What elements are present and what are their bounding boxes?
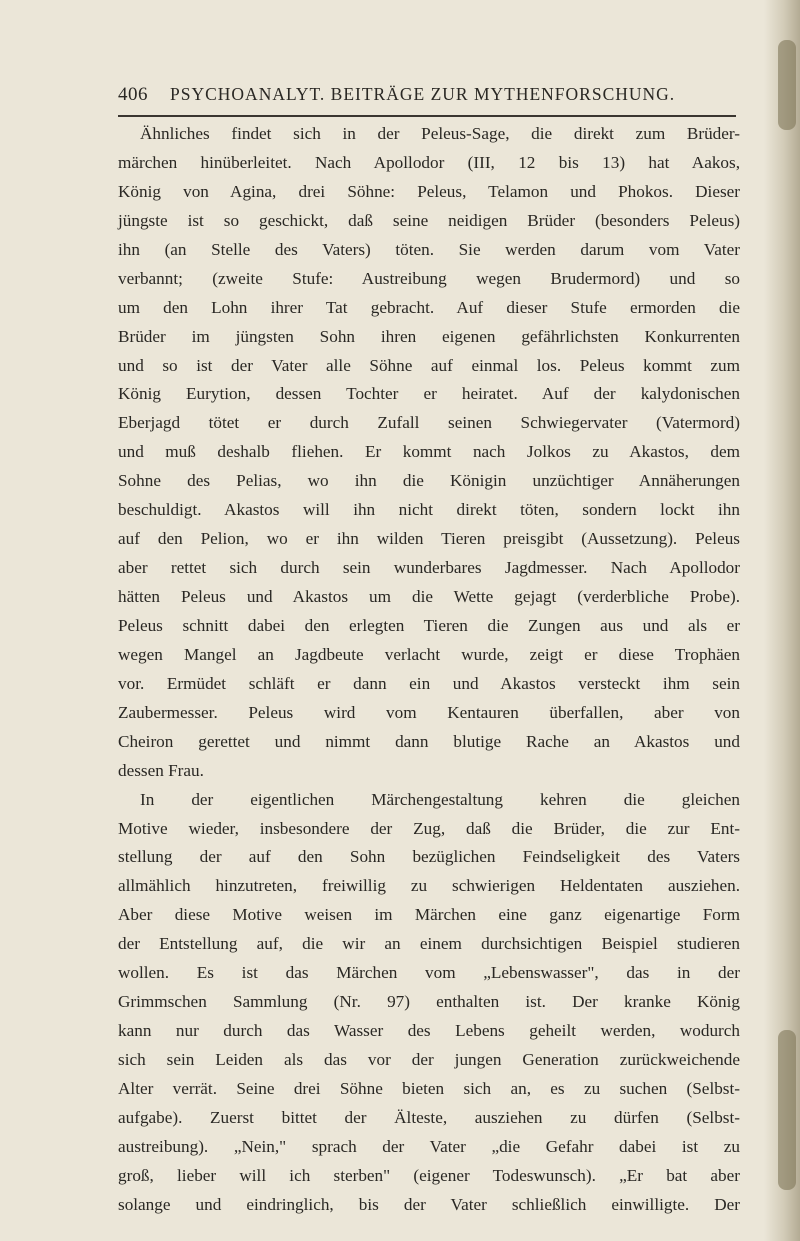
text-line: der Entstellung auf, die wir an einem durchsichtigen Beispiel studieren (118, 934, 740, 954)
body-text (118, 120, 740, 1220)
text-line: solange und eindringlich, bis der Vater schließlich einwilligte. Der (118, 1194, 740, 1214)
header-rule (118, 115, 736, 117)
text-line: kann nur durch das Wasser des Lebens geheilt werden, wodurch (118, 1021, 740, 1041)
text-line: aufgabe). Zuerst bittet der Älteste, ausziehen zu dürfen (Selbst- (118, 1107, 740, 1127)
text-line: dessen Frau. (118, 760, 204, 780)
text-line: verbannt; (zweite Stufe: Austreibung wegen Brudermord) und so (118, 268, 740, 288)
text-line: und muß deshalb fliehen. Er kommt nach Jolkos zu Akastos, dem (118, 442, 740, 462)
text-line: Alter verrät. Seine drei Söhne bieten sich an, es zu suchen (Selbst- (118, 1078, 740, 1098)
page-header (118, 80, 738, 112)
text-line: Ähnliches findet sich in der Peleus-Sage, die direkt zum Brüder- (140, 124, 740, 143)
text-line: um den Lohn ihrer Tat gebracht. Auf dieser Stufe ermorden die (118, 297, 740, 317)
page-number: 406 (118, 84, 148, 105)
text-line: Zaubermesser. Peleus wird vom Kentauren überfallen, aber von (118, 702, 740, 722)
text-line: ihn (an Stelle des Vaters) töten. Sie werden darum vom Vater (118, 239, 740, 259)
running-head: PSYCHOANALYT. BEITRÄGE ZUR MYTHENFORSCHUNG. (170, 84, 676, 104)
text-line: beschuldigt. Akastos will ihn nicht direkt töten, sondern lockt ihn (118, 500, 740, 520)
text-line: In der eigentlichen Märchengestaltung kehren die gleichen (140, 789, 740, 809)
text-line: stellung der auf den Sohn bezüglichen Feindseligkeit des Vaters (118, 847, 740, 867)
text-line: hätten Peleus und Akastos um die Wette gejagt (verderbliche Probe). (118, 587, 740, 606)
text-line: jüngste ist so geschickt, daß seine neidigen Brüder (besonders Peleus) (118, 210, 740, 230)
text-line: wollen. Es ist das Märchen vom „Lebenswasser", das in der (118, 963, 740, 983)
text-line: wegen Mangel an Jagdbeute verlacht wurde, zeigt er diese Trophäen (118, 644, 740, 664)
text-line: Motive wieder, insbesondere der Zug, daß die Brüder, die zur Ent- (118, 818, 740, 838)
text-line: märchen hinüberleitet. Nach Apollodor (III, 12 bis 13) hat Aakos, (118, 152, 740, 172)
text-line: und so ist der Vater alle Söhne auf einmal los. Peleus kommt zum (118, 355, 740, 375)
text-line: aber rettet sich durch sein wunderbares Jagdmesser. Nach Apollodor (118, 558, 740, 578)
text-line: König Eurytion, dessen Tochter er heiratet. Auf der kalydonischen (118, 384, 740, 404)
text-line: vor. Ermüdet schläft er dann ein und Akastos versteckt ihm sein (118, 673, 740, 693)
text-line: Sohne des Pelias, wo ihn die Königin unzüchtiger Annäherungen (118, 471, 740, 491)
text-line: Aber diese Motive weisen im Märchen eine ganz eigenartige Form (118, 905, 740, 925)
text-line: groß, lieber will ich sterben" (eigener Todeswunsch). „Er bat aber (118, 1165, 740, 1185)
text-line: auf den Pelion, wo er ihn wilden Tieren preisgibt (Aussetzung). Peleus (118, 529, 740, 549)
text-line: Eberjagd tötet er durch Zufall seinen Schwiegervater (Vatermord) (118, 413, 740, 433)
text-line: König von Agina, drei Söhne: Peleus, Telamon und Phokos. Dieser (118, 181, 740, 201)
text-line: Grimmschen Sammlung (Nr. 97) enthalten ist. Der kranke König (118, 992, 740, 1012)
text-line: Brüder im jüngsten Sohn ihren eigenen gefährlichsten Konkurrenten (118, 326, 740, 346)
text-line: Cheiron gerettet und nimmt dann blutige Rache an Akastos und (118, 731, 740, 751)
text-line: allmählich hinzutreten, freiwillig zu schwierigen Heldentaten ausziehen. (118, 876, 740, 896)
page-edge-stain (778, 1030, 796, 1190)
text-line: Peleus schnitt dabei den erlegten Tieren die Zungen aus und als er (118, 615, 740, 635)
text-line: austreibung). „Nein," sprach der Vater „die Gefahr dabei ist zu (118, 1136, 740, 1156)
page-edge-stain (778, 40, 796, 130)
text-line: sich sein Leiden als das vor der jungen Generation zurückweichende (118, 1050, 740, 1069)
